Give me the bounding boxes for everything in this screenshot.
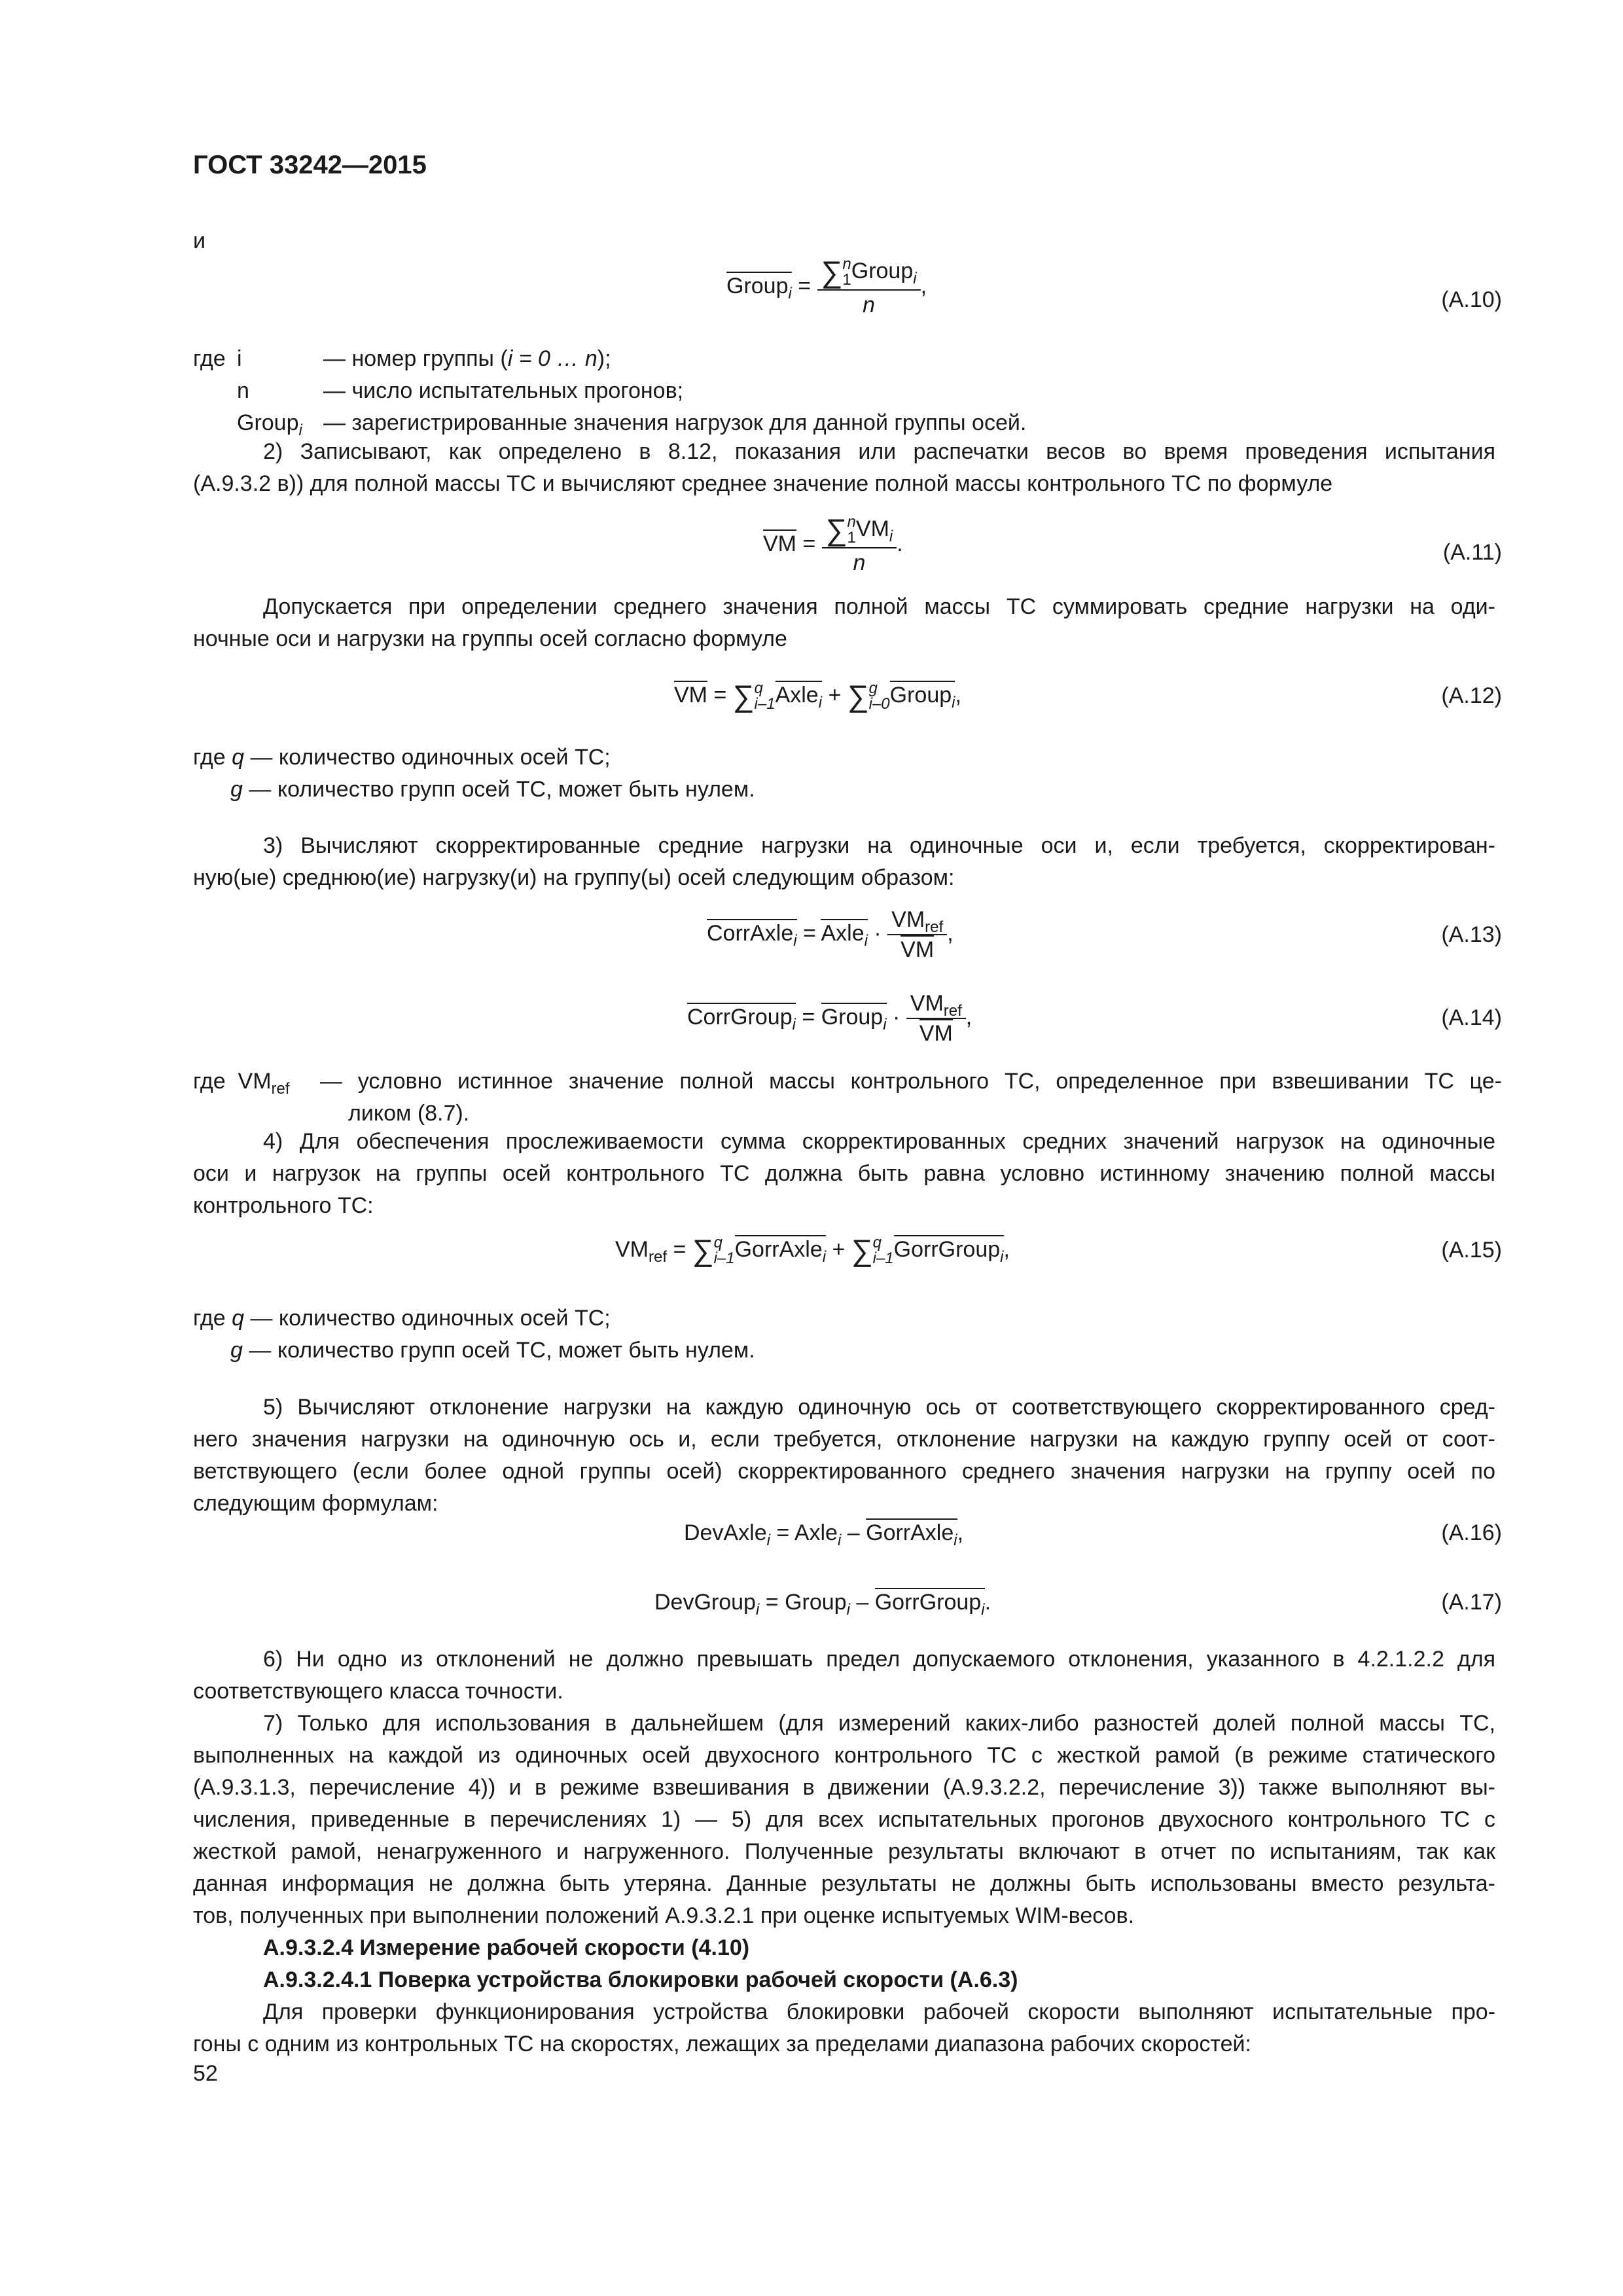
p5-line3: ветствующего (если более одной группы осей) скорректированного среднего значения нагрузки на группу осей по (193, 1459, 1495, 1484)
p5-line4: следующим формулам: (193, 1491, 438, 1516)
formula-number-a13: (A.13) (1441, 922, 1502, 947)
formula-a12: VM = ∑ q i–1 Axle$_i$ + ∑ g i–0 Group$_i$, (674, 678, 961, 713)
p7-line1: 7) Только для использования в дальнейшем (для измерений каких-либо разностей долей полной массы ТС, (263, 1711, 1495, 1736)
formula-number-a12: (A.12) (1441, 683, 1502, 708)
p6-line2: соответствующего класса точности. (193, 1679, 563, 1704)
p2-line1: 2) Записывают, как определено в 8.12, показания или распечатки весов во время проведения испытания (263, 439, 1495, 464)
formula-a14: CorrGroup$_i$ = Group$_i$ · $\frac{VM_{ref}}{VM}$ , (687, 991, 972, 1046)
p7-line2: выполненных на каждой из одиночных осей двухосного контрольного ТС с жесткой рамой (в режиме статического (193, 1743, 1495, 1768)
page-number: 52 (193, 2061, 218, 2086)
where1-group-description: — зарегистрированные значения нагрузок для данной группы осей. (323, 410, 1027, 435)
formula-a15: $VM_{ref}$ = ∑ q i–1 GorrAxle$_i$ + ∑ q i–1 GorrGroup$_i$, (615, 1232, 1010, 1267)
p2-line2: (A.9.3.2 в)) для полной массы ТС и вычисляют среднее значение полной массы контрольного ТС по формуле (193, 471, 1333, 496)
where3-text-line2: ликом (8.7). (348, 1101, 470, 1126)
where4-g-line: g — количество групп осей ТС, может быть нулем. (230, 1338, 755, 1363)
text-and: и (193, 228, 205, 253)
p-allow-line1: Допускается при определении среднего значения полной массы ТС суммировать средние нагрузки на оди- (263, 594, 1495, 619)
where3-label: где $VM_{ref}$ (193, 1069, 290, 1098)
p3-line1: 3) Вычисляют скорректированные средние нагрузки на одиночные оси и, если требуется, скорректирован- (263, 833, 1495, 858)
formula-number-a11: (A.11) (1442, 540, 1502, 565)
section-heading-a93241: A.9.3.2.4.1 Поверка устройства блокировки рабочей скорости (A.6.3) (263, 1967, 1018, 1992)
formula-number-a14: (A.14) (1441, 1005, 1502, 1030)
p3-line2: ную(ые) среднюю(ие) нагрузку(и) на группу(ы) осей следующим образом: (193, 865, 955, 890)
p5-line1: 5) Вычисляют отклонение нагрузки на каждую одиночную ось от соответствующего скорректированного сред- (263, 1395, 1495, 1420)
formula-number-a16: (A.16) (1441, 1520, 1502, 1545)
p4-line3: контрольного ТС: (193, 1193, 374, 1218)
where1-n-symbol: n (237, 378, 249, 403)
formula-a16: DevAxle$_i$ = Axle$_i$ – GorrAxle$_i$, (684, 1520, 963, 1546)
where1-n-description: — число испытательных прогонов; (323, 378, 684, 403)
where1-group-symbol: Group$_i$ (237, 410, 302, 439)
document-header: ГОСТ 33242—2015 (193, 151, 427, 179)
section-heading-a9324: A.9.3.2.4 Измерение рабочей скорости (4.10) (263, 1935, 750, 1960)
p-allow-line2: ночные оси и нагрузки на группы осей согласно формуле (193, 626, 787, 651)
where2-g-line: g — количество групп осей ТС, может быть нулем. (230, 777, 755, 802)
formula-number-a10: (A.10) (1441, 287, 1502, 312)
formula-a13: CorrAxle$_i$ = Axle$_i$ · $\frac{VM_{ref}}{VM}$ , (707, 907, 954, 962)
where3-text-line1: — условно истинное значение полной массы контрольного ТС, определенное при взвешивании ТС це- (320, 1069, 1502, 1094)
where4-q-line: где q — количество одиночных осей ТС; (193, 1306, 611, 1331)
where2-q-line: где q — количество одиночных осей ТС; (193, 745, 611, 770)
p7-line6: данная информация не должна быть утеряна. Данные результаты не должны быть использованы вместо результа- (193, 1871, 1495, 1896)
p7-line4: числения, приведенные в перечислениях 1) — 5) для всех испытательных прогонов двухосного контрольного ТС с (193, 1807, 1495, 1832)
formula-number-a15: (A.15) (1441, 1238, 1502, 1263)
where1-label: где (193, 346, 226, 371)
p4-line2: оси и нагрузок на группы осей контрольного ТС должна быть равна условно истинному значению полной массы (193, 1161, 1495, 1186)
p6-line1: 6) Ни одно из отклонений не должно превышать предел допускаемого отклонения, указанного в 4.2.1.2.2 для (263, 1647, 1495, 1672)
formula-a17: DevGroup$_i$ = Group$_i$ – GorrGroup$_i$. (654, 1589, 991, 1615)
p8-line1: Для проверки функционирования устройства блокировки рабочей скорости выполняют испытательные про- (263, 2000, 1495, 2024)
p7-line7: тов, полученных при выполнении положений A.9.3.2.1 при оценке испытуемых WIM-весов. (193, 1903, 1135, 1928)
formula-a11: VM = ∑ n 1 $VM_i$ n . (763, 512, 903, 575)
p4-line1: 4) Для обеспечения прослеживаемости сумма скорректированных средних значений нагрузок на одиночные (263, 1129, 1495, 1154)
p7-line5: жесткой рамой, ненагруженного и нагруженного. Полученные результаты включают в отчет по испытаниям, так как (193, 1839, 1495, 1864)
formula-a10: Group$_i$ = ∑ n 1 Group$_i$ n , (726, 254, 927, 317)
formula-number-a17: (A.17) (1441, 1590, 1502, 1615)
p7-line3: (A.9.3.1.3, перечисление 4)) и в режиме взвешивания в движении (A.9.3.2.2, перечисление 3)) также выполняют вы- (193, 1775, 1495, 1800)
p8-line2: гоны с одним из контрольных ТС на скоростях, лежащих за пределами диапазона рабочих скоростей: (193, 2032, 1251, 2056)
where1-i-description: — номер группы (i = 0 … n); (323, 346, 611, 371)
p5-line2: него значения нагрузки на одиночную ось и, если требуется, отклонение нагрузки на каждую группу осей от соот- (193, 1427, 1495, 1452)
where1-i-symbol: i (237, 346, 242, 371)
